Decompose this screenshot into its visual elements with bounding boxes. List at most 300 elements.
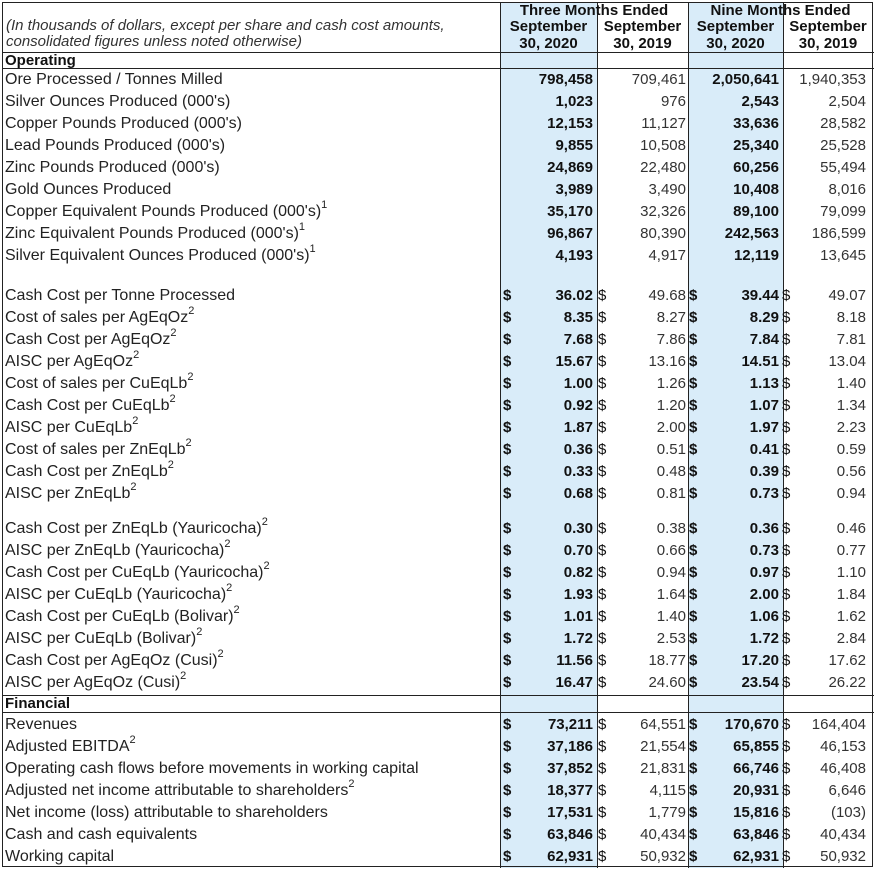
cell-value: 17.62: [828, 652, 866, 669]
cell-value: 7.81: [836, 331, 866, 348]
cell-value: 1.40: [836, 375, 866, 392]
cell-value: 63,846: [733, 826, 779, 843]
currency-symbol: $: [689, 564, 698, 581]
table-row: [0, 134, 876, 156]
cell-value: 0.92: [563, 397, 593, 414]
cell-value: 1.20: [656, 397, 686, 414]
cell-value: 1.13: [749, 375, 779, 392]
row-label: Cash Cost per Tonne Processed: [5, 287, 236, 304]
row-label: Cash and cash equivalents: [5, 826, 198, 843]
currency-symbol: $: [689, 608, 698, 625]
cell-value: 11,127: [641, 115, 686, 132]
cell-value: 1.40: [656, 608, 686, 625]
cell-value: 66,746: [733, 760, 779, 777]
cell-value: 32,326: [640, 203, 686, 220]
row-label: Working capital: [5, 848, 115, 865]
table-row: [0, 328, 876, 350]
cell-value: 170,670: [724, 716, 779, 733]
table-row: [0, 605, 876, 627]
currency-symbol: $: [598, 419, 607, 436]
currency-symbol: $: [782, 331, 791, 348]
table-row: [0, 68, 876, 90]
cell-value: 8.35: [563, 309, 593, 326]
cell-value: 49.07: [828, 287, 866, 304]
currency-symbol: $: [689, 331, 698, 348]
currency-symbol: $: [503, 586, 512, 603]
cell-value: 18.77: [648, 652, 686, 669]
currency-symbol: $: [689, 804, 698, 821]
row-label: Cost of sales per CuEqLb$^2$: [5, 370, 194, 392]
currency-symbol: $: [689, 353, 698, 370]
cell-value: 0.77: [836, 542, 866, 559]
row-label: AISC per AgEqOz (Cusi)$^2$: [5, 669, 187, 691]
currency-symbol: $: [782, 630, 791, 647]
currency-symbol: $: [689, 375, 698, 392]
row-label: Silver Equivalent Ounces Produced $(000's)^1$: [5, 242, 316, 264]
row-label: AISC per CuEqLb (Yauricocha)$^2$: [5, 581, 233, 603]
row-label: AISC per ZnEqLb$^2$: [5, 480, 137, 502]
currency-symbol: $: [503, 375, 512, 392]
currency-symbol: $: [598, 738, 607, 755]
cell-value: 976: [660, 93, 686, 110]
cell-value: 17.20: [741, 652, 779, 669]
currency-symbol: $: [598, 804, 607, 821]
currency-symbol: $: [598, 652, 607, 669]
currency-symbol: $: [782, 738, 791, 755]
currency-symbol: $: [503, 674, 512, 691]
cell-value: 0.73: [749, 485, 779, 502]
cell-value: 2.53: [656, 630, 686, 647]
cell-value: 0.41: [749, 441, 779, 458]
cell-value: 1,023: [555, 93, 593, 110]
currency-symbol: $: [598, 485, 607, 502]
currency-symbol: $: [598, 586, 607, 603]
currency-symbol: $: [503, 652, 512, 669]
cell-value: 0.70: [563, 542, 593, 559]
cell-value: 0.36: [749, 520, 779, 537]
currency-symbol: $: [503, 463, 512, 480]
cell-value: 1.72: [749, 630, 779, 647]
table-row: [0, 779, 876, 801]
currency-symbol: $: [598, 674, 607, 691]
row-label: Cash Cost per AgEqOz$^2$: [5, 326, 177, 348]
table-row: [0, 90, 876, 112]
row-label: Zinc Pounds Produced (000's): [5, 159, 220, 176]
row-label: Adjusted net income attributable to shareholders$^2$: [5, 777, 355, 799]
table-row: [0, 561, 876, 583]
row-label: Ore Processed / Tonnes Milled: [5, 71, 223, 88]
currency-symbol: $: [598, 397, 607, 414]
cell-value: 18,377: [547, 782, 593, 799]
cell-value: 1.87: [563, 419, 593, 436]
table-row: [0, 649, 876, 671]
currency-symbol: $: [503, 520, 512, 537]
cell-value: 709,461: [631, 71, 686, 88]
cell-value: 1.07: [749, 397, 779, 414]
currency-symbol: $: [689, 441, 698, 458]
currency-symbol: $: [503, 397, 512, 414]
cell-value: 37,186: [547, 738, 593, 755]
cell-value: 1,940,353: [799, 71, 866, 88]
currency-symbol: $: [503, 353, 512, 370]
cell-value: 1.84: [836, 586, 866, 603]
currency-symbol: $: [689, 586, 698, 603]
cell-value: 13,645: [820, 247, 866, 264]
table-row: [0, 222, 876, 244]
cell-value: 12,153: [547, 115, 593, 132]
cell-value: 13.16: [648, 353, 686, 370]
row-label: Adjusted EBITDA$^2$: [5, 733, 136, 755]
column-header-q3-2020: September 30, 2020: [509, 18, 588, 52]
currency-symbol: $: [689, 716, 698, 733]
cell-value: 24,869: [547, 159, 593, 176]
column-header-q3-2019: September 30, 2019: [603, 18, 682, 52]
row-label: AISC per CuEqLb$^2$: [5, 414, 139, 436]
currency-symbol: $: [598, 287, 607, 304]
cell-value: 80,390: [640, 225, 686, 242]
currency-symbol: $: [782, 463, 791, 480]
currency-symbol: $: [782, 804, 791, 821]
table-row: [0, 372, 876, 394]
row-label: AISC per CuEqLb (Bolivar)$^2$: [5, 625, 203, 647]
cell-value: 0.39: [749, 463, 779, 480]
currency-symbol: $: [503, 331, 512, 348]
currency-symbol: $: [782, 652, 791, 669]
row-label: Revenues: [5, 716, 78, 733]
cell-value: 2.84: [836, 630, 866, 647]
currency-symbol: $: [503, 441, 512, 458]
row-label: Cash Cost per AgEqOz (Cusi)$^2$: [5, 647, 224, 669]
table-row: [0, 713, 876, 735]
currency-symbol: $: [598, 542, 607, 559]
table-row: [0, 460, 876, 482]
cell-value: 0.68: [563, 485, 593, 502]
table-row: [0, 671, 876, 693]
currency-symbol: $: [782, 564, 791, 581]
currency-symbol: $: [689, 419, 698, 436]
currency-symbol: $: [503, 804, 512, 821]
currency-symbol: $: [782, 485, 791, 502]
cell-value: 164,404: [811, 716, 866, 733]
cell-value: 2.00: [749, 586, 779, 603]
cell-value: 1.72: [563, 630, 593, 647]
cell-value: 55,494: [820, 159, 866, 176]
cell-value: 73,211: [547, 716, 593, 733]
row-label: Zinc Equivalent Pounds Produced $(000's)^1$: [5, 220, 306, 242]
cell-value: 0.66: [656, 542, 686, 559]
currency-symbol: $: [598, 309, 607, 326]
cell-value: 0.36: [563, 441, 593, 458]
table-row: [0, 112, 876, 134]
cell-value: 8.27: [656, 309, 686, 326]
cell-value: 16.47: [555, 674, 593, 691]
cell-value: 0.97: [749, 564, 779, 581]
cell-value: 21,554: [640, 738, 686, 755]
cell-value: 79,099: [820, 203, 866, 220]
table-row: [0, 823, 876, 845]
cell-value: 0.59: [836, 441, 866, 458]
cell-value: 2,543: [741, 93, 779, 110]
row-label: AISC per ZnEqLb (Yauricocha)$^2$: [5, 537, 231, 559]
cell-value: 1.10: [836, 564, 866, 581]
currency-symbol: $: [503, 485, 512, 502]
cell-value: 25,528: [820, 137, 866, 154]
currency-symbol: $: [598, 441, 607, 458]
cell-value: 7.84: [749, 331, 779, 348]
cell-value: 186,599: [811, 225, 866, 242]
row-label: Operating cash flows before movements in working capital: [5, 760, 419, 777]
currency-symbol: $: [782, 520, 791, 537]
cell-value: 0.38: [656, 520, 686, 537]
row-label: Net income (loss) attributable to shareholders: [5, 804, 328, 821]
table-row: [0, 284, 876, 306]
row-label: Cash Cost per CuEqLb (Yauricocha)$^2$: [5, 559, 270, 581]
currency-symbol: $: [503, 309, 512, 326]
currency-symbol: $: [503, 738, 512, 755]
cell-value: 36.02: [555, 287, 593, 304]
currency-symbol: $: [782, 674, 791, 691]
cell-value: 1.01: [563, 608, 593, 625]
row-label: Cost of sales per AgEqOz$^2$: [5, 304, 195, 326]
header-divider: [2, 52, 874, 53]
cell-value: 37,852: [547, 760, 593, 777]
row-label: Cash Cost per ZnEqLb (Yauricocha)$^2$: [5, 515, 268, 537]
currency-symbol: $: [689, 520, 698, 537]
cell-value: 2.23: [836, 419, 866, 436]
cell-value: 15,816: [733, 804, 779, 821]
cell-value: 12,119: [733, 247, 779, 264]
currency-symbol: $: [598, 716, 607, 733]
table-row: [0, 482, 876, 504]
cell-value: 0.51: [656, 441, 686, 458]
currency-symbol: $: [503, 630, 512, 647]
three-months-group: Three Months Ended: [519, 2, 669, 19]
cell-value: 39.44: [741, 287, 779, 304]
cell-value: 4,193: [555, 247, 593, 264]
financial-divider-top: [2, 695, 874, 696]
cell-value: 0.81: [656, 485, 686, 502]
currency-symbol: $: [503, 608, 512, 625]
column-header-ytd-2019: September 30, 2019: [789, 18, 867, 52]
table-row: [0, 156, 876, 178]
currency-symbol: $: [689, 287, 698, 304]
currency-symbol: $: [503, 848, 512, 865]
table-row: [0, 517, 876, 539]
currency-symbol: $: [503, 564, 512, 581]
cell-value: 8,016: [828, 181, 866, 198]
cell-value: 15.67: [555, 353, 593, 370]
section-financial: Financial: [5, 695, 71, 712]
currency-symbol: $: [503, 419, 512, 436]
currency-symbol: $: [598, 564, 607, 581]
currency-symbol: $: [782, 782, 791, 799]
cell-value: 0.30: [563, 520, 593, 537]
cell-value: 8.18: [836, 309, 866, 326]
row-label: Cash Cost per CuEqLb (Bolivar)$^2$: [5, 603, 240, 625]
currency-symbol: $: [503, 542, 512, 559]
currency-symbol: $: [503, 760, 512, 777]
currency-symbol: $: [782, 542, 791, 559]
cell-value: 6,646: [828, 782, 866, 799]
table-row: [0, 627, 876, 649]
cell-value: 26.22: [828, 674, 866, 691]
cell-value: 50,932: [640, 848, 686, 865]
cell-value: 64,551: [640, 716, 686, 733]
currency-symbol: $: [598, 826, 607, 843]
cell-value: 10,408: [733, 181, 779, 198]
cell-value: 1.34: [836, 397, 866, 414]
currency-symbol: $: [598, 520, 607, 537]
cell-value: 1.97: [749, 419, 779, 436]
table-row: [0, 801, 876, 823]
currency-symbol: $: [782, 287, 791, 304]
currency-symbol: $: [782, 608, 791, 625]
cell-value: 7.68: [563, 331, 593, 348]
cell-value: 7.86: [656, 331, 686, 348]
row-label: Silver Ounces Produced (000's): [5, 93, 231, 110]
cell-value: 96,867: [547, 225, 593, 242]
table-row: [0, 306, 876, 328]
row-label: Gold Ounces Produced: [5, 181, 172, 198]
cell-value: 1.06: [749, 608, 779, 625]
currency-symbol: $: [689, 397, 698, 414]
currency-symbol: $: [598, 782, 607, 799]
table-row: [0, 178, 876, 200]
cell-value: 1,779: [648, 804, 686, 821]
cell-value: 17,531: [547, 804, 593, 821]
row-label: Copper Equivalent Pounds Produced $(000's)^1$: [5, 198, 328, 220]
cell-value: 1.93: [563, 586, 593, 603]
cell-value: 2.00: [656, 419, 686, 436]
cell-value: 1.00: [563, 375, 593, 392]
cell-value: 0.94: [836, 485, 866, 502]
cell-value: 11.56: [556, 652, 593, 669]
cell-value: 1.26: [656, 375, 686, 392]
cell-value: 9,855: [555, 137, 593, 154]
cell-value: 4,917: [648, 247, 686, 264]
cell-value: 25,340: [733, 137, 779, 154]
table-row: [0, 438, 876, 460]
cell-value: 2,504: [828, 93, 866, 110]
currency-symbol: $: [598, 331, 607, 348]
column-header-ytd-2020: September 30, 2020: [696, 18, 775, 52]
row-label: Cost of sales per ZnEqLb$^2$: [5, 436, 192, 458]
currency-symbol: $: [782, 441, 791, 458]
currency-symbol: $: [782, 848, 791, 865]
cell-value: 62,931: [547, 848, 593, 865]
cell-value: 0.56: [836, 463, 866, 480]
currency-symbol: $: [782, 826, 791, 843]
row-label: Copper Pounds Produced (000's): [5, 115, 242, 132]
cell-value: 60,256: [733, 159, 779, 176]
cell-value: 50,932: [820, 848, 866, 865]
cell-value: 24.60: [648, 674, 686, 691]
cell-value: 8.29: [749, 309, 779, 326]
row-label: Lead Pounds Produced (000's): [5, 137, 226, 154]
currency-symbol: $: [782, 419, 791, 436]
currency-symbol: $: [503, 826, 512, 843]
cell-value: 0.73: [749, 542, 779, 559]
table-row: [0, 539, 876, 561]
cell-value: 242,563: [724, 225, 779, 242]
cell-value: 798,458: [538, 71, 593, 88]
currency-symbol: $: [598, 463, 607, 480]
currency-symbol: $: [503, 782, 512, 799]
table-row: [0, 416, 876, 438]
currency-symbol: $: [782, 586, 791, 603]
table-note: (In thousands of dollars, except per share and cash cost amounts, consolidated figures unless noted otherwise): [6, 17, 445, 50]
cell-value: 40,434: [640, 826, 686, 843]
cell-value: 23.54: [741, 674, 779, 691]
cell-value: 62,931: [733, 848, 779, 865]
table-row: [0, 757, 876, 779]
cell-value: 1.64: [656, 586, 686, 603]
currency-symbol: $: [689, 485, 698, 502]
cell-value: 46,408: [820, 760, 866, 777]
cell-value: 49.68: [648, 287, 686, 304]
cell-value: 46,153: [820, 738, 866, 755]
cell-value: 3,989: [555, 181, 593, 198]
cell-value: 63,846: [547, 826, 593, 843]
cell-value: 22,480: [640, 159, 686, 176]
currency-symbol: $: [689, 782, 698, 799]
cell-value: 13.04: [828, 353, 866, 370]
cell-value: 65,855: [733, 738, 779, 755]
currency-symbol: $: [782, 309, 791, 326]
currency-symbol: $: [689, 652, 698, 669]
currency-symbol: $: [782, 397, 791, 414]
cell-value: 0.46: [836, 520, 866, 537]
currency-symbol: $: [689, 542, 698, 559]
cell-value: 3,490: [648, 181, 686, 198]
currency-symbol: $: [782, 760, 791, 777]
currency-symbol: $: [689, 309, 698, 326]
cell-value: 14.51: [741, 353, 779, 370]
currency-symbol: $: [689, 674, 698, 691]
section-operating: Operating: [5, 52, 76, 69]
table-row: [0, 394, 876, 416]
table-row: [0, 350, 876, 372]
cell-value: 1.62: [836, 608, 866, 625]
currency-symbol: $: [689, 463, 698, 480]
currency-symbol: $: [689, 826, 698, 843]
table-row: [0, 244, 876, 266]
row-label: Cash Cost per ZnEqLb$^2$: [5, 458, 174, 480]
table-row: [0, 845, 876, 867]
currency-symbol: $: [689, 760, 698, 777]
currency-symbol: $: [503, 716, 512, 733]
cell-value: 0.82: [563, 564, 593, 581]
currency-symbol: $: [598, 848, 607, 865]
currency-symbol: $: [598, 608, 607, 625]
currency-symbol: $: [503, 287, 512, 304]
cell-value: 10,508: [640, 137, 686, 154]
currency-symbol: $: [782, 375, 791, 392]
currency-symbol: $: [598, 375, 607, 392]
currency-symbol: $: [598, 630, 607, 647]
cell-value: 21,831: [640, 760, 686, 777]
cell-value: 0.48: [656, 463, 686, 480]
currency-symbol: $: [598, 353, 607, 370]
row-label: Cash Cost per CuEqLb$^2$: [5, 392, 176, 414]
cell-value: 35,170: [547, 203, 593, 220]
currency-symbol: $: [689, 848, 698, 865]
cell-value: 89,100: [733, 203, 779, 220]
table-row: [0, 735, 876, 757]
cell-value: (103): [830, 804, 866, 821]
currency-symbol: $: [782, 716, 791, 733]
cell-value: 20,931: [733, 782, 779, 799]
